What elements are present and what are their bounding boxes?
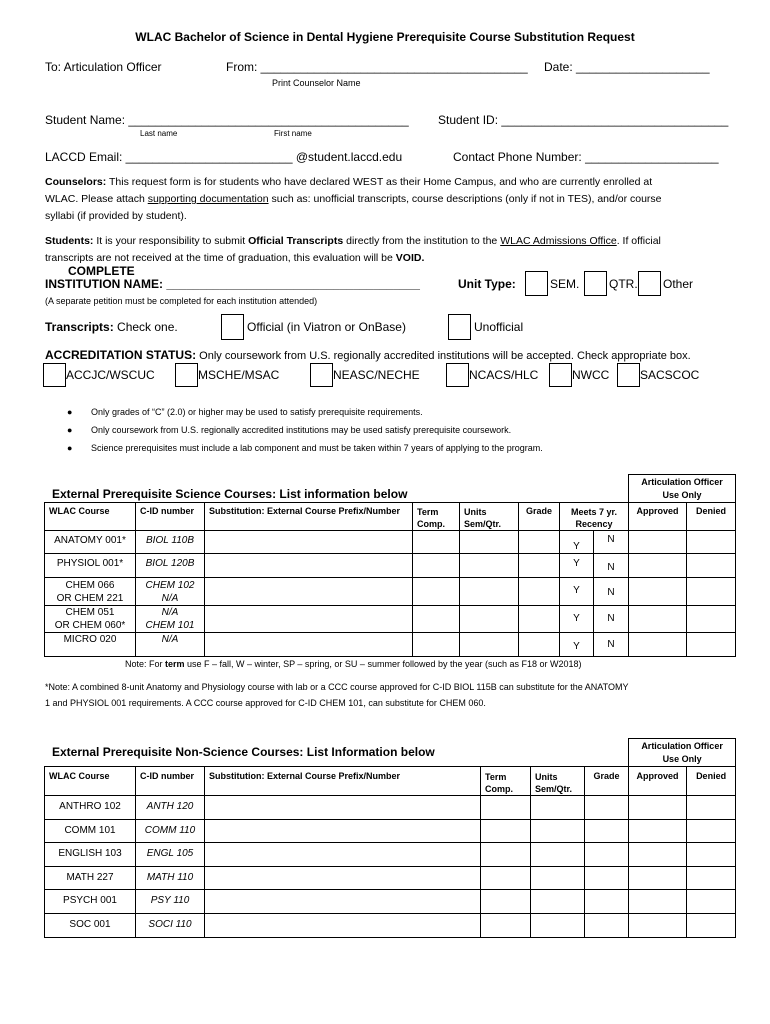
grade-cell[interactable] bbox=[585, 843, 629, 867]
asterisk-note-line: *Note: A combined 8-unit Anatomy and Physiology course with lab or a CCC course approved for C-ID BIOL 115B can substitute for the ANATOMY bbox=[45, 682, 629, 692]
wlac-course-cell: ENGLISH 103 bbox=[45, 843, 136, 867]
official-transcripts-text: Official Transcripts bbox=[248, 235, 344, 247]
recency-no[interactable]: N bbox=[594, 578, 629, 606]
units-cell[interactable] bbox=[460, 633, 519, 657]
first-name-caption: First name bbox=[274, 129, 312, 138]
complete-label: COMPLETE bbox=[68, 264, 135, 278]
approved-cell[interactable] bbox=[629, 633, 687, 657]
cid-cell: PSY 110 bbox=[136, 890, 205, 914]
recency-no[interactable]: N bbox=[594, 633, 629, 657]
grade-cell[interactable] bbox=[585, 914, 629, 938]
transcripts-label: Transcripts: bbox=[45, 320, 114, 334]
approved-cell[interactable] bbox=[629, 531, 687, 554]
header-line: Meets 7 yr. bbox=[570, 507, 618, 517]
term-cell[interactable] bbox=[481, 843, 531, 867]
table-row bbox=[45, 531, 736, 554]
neasc-label: NEASC/NECHE bbox=[333, 368, 420, 382]
ao-header-line: Use Only bbox=[662, 754, 702, 764]
denied-cell[interactable] bbox=[687, 890, 736, 914]
phone-field[interactable]: Contact Phone Number: ____________________ bbox=[453, 150, 719, 164]
approved-cell[interactable] bbox=[629, 578, 687, 606]
print-counselor-caption: Print Counselor Name bbox=[272, 78, 361, 88]
ao-header-line: Use Only bbox=[662, 490, 702, 500]
term-cell[interactable] bbox=[481, 820, 531, 843]
other-label: Other bbox=[663, 277, 694, 291]
counselors-text: such as: unofficial transcripts, course descriptions (only if not in TES), and/or course bbox=[268, 193, 662, 205]
email-field[interactable]: LACCD Email: _________________________ @student.laccd.edu bbox=[45, 150, 403, 164]
last-name-caption: Last name bbox=[140, 129, 178, 138]
ncacs-checkbox[interactable] bbox=[446, 363, 469, 387]
official-transcript-checkbox[interactable] bbox=[221, 314, 244, 340]
accreditation-row bbox=[45, 348, 691, 362]
asterisk-note-line: 1 and PHYSIOL 001 requirements. A CCC course approved for C-ID CHEM 101, can substitute for CHEM 060. bbox=[45, 698, 486, 708]
denied-cell[interactable] bbox=[687, 843, 736, 867]
substitution-cell[interactable] bbox=[205, 867, 481, 890]
accreditation-text: Only coursework from U.S. regionally accredited institutions will be accepted. Check appropriate box. bbox=[196, 350, 691, 362]
msche-label: MSCHE/MSAC bbox=[198, 368, 280, 382]
col-header-cid: C-ID number bbox=[136, 503, 205, 531]
other-checkbox[interactable] bbox=[638, 271, 661, 296]
grade-cell[interactable] bbox=[585, 796, 629, 820]
recency-yes[interactable]: Y bbox=[560, 578, 594, 606]
students-text: It is your responsibility to submit bbox=[93, 235, 249, 247]
students-text: . If official bbox=[616, 235, 661, 247]
units-cell[interactable] bbox=[531, 890, 585, 914]
table-row bbox=[45, 796, 736, 820]
substitution-cell[interactable] bbox=[205, 843, 481, 867]
cid-cell bbox=[136, 606, 205, 633]
table-row bbox=[45, 820, 736, 843]
units-cell[interactable] bbox=[531, 867, 585, 890]
denied-cell[interactable] bbox=[687, 633, 736, 657]
col-header-substitution: Substitution: External Course Prefix/Number bbox=[205, 767, 481, 796]
wlac-course-cell: MATH 227 bbox=[45, 867, 136, 890]
denied-cell[interactable] bbox=[687, 531, 736, 554]
header-line: Comp. bbox=[417, 519, 445, 529]
recency-yes[interactable]: Y bbox=[560, 531, 594, 554]
science-ao-header bbox=[629, 475, 736, 503]
term-cell[interactable] bbox=[481, 796, 531, 820]
col-header-wlac: WLAC Course bbox=[45, 503, 136, 531]
nonscience-courses-table bbox=[44, 738, 736, 938]
counselors-text: This request form is for students who have declared WEST as their Home Campus, and who are currently enrolled at bbox=[106, 176, 653, 188]
units-cell[interactable] bbox=[531, 914, 585, 938]
bullet-item: Only grades of “C” (2.0) or higher may be used to satisfy prerequisite requirements. bbox=[91, 407, 423, 417]
col-header-grade: Grade bbox=[585, 767, 629, 796]
approved-cell[interactable] bbox=[629, 914, 687, 938]
col-header-term bbox=[413, 503, 460, 531]
unit-type-label: Unit Type: bbox=[458, 277, 516, 291]
ao-header-line: Articulation Officer bbox=[641, 741, 723, 751]
term-cell[interactable] bbox=[413, 633, 460, 657]
sem-label: SEM. bbox=[550, 277, 580, 291]
term-cell[interactable] bbox=[481, 890, 531, 914]
transcripts-row bbox=[45, 320, 178, 334]
units-cell[interactable] bbox=[531, 820, 585, 843]
cid-line: CHEM 101 bbox=[145, 620, 195, 631]
col-header-approved: Approved bbox=[629, 767, 687, 796]
official-transcript-label: Official (in Viatron or OnBase) bbox=[247, 320, 406, 334]
table-row bbox=[45, 606, 736, 633]
science-courses-table bbox=[44, 474, 736, 657]
table-row bbox=[45, 914, 736, 938]
grade-cell[interactable] bbox=[519, 531, 560, 554]
course-line: OR CHEM 221 bbox=[56, 593, 124, 604]
denied-cell[interactable] bbox=[687, 606, 736, 633]
wlac-course-cell: PHYSIOL 001* bbox=[45, 554, 136, 578]
units-cell[interactable] bbox=[531, 843, 585, 867]
header-line: Term bbox=[485, 772, 507, 782]
unofficial-transcript-checkbox[interactable] bbox=[448, 314, 471, 340]
page-title: WLAC Bachelor of Science in Dental Hygiene Prerequisite Course Substitution Request bbox=[135, 30, 635, 44]
units-cell[interactable] bbox=[460, 554, 519, 578]
denied-cell[interactable] bbox=[687, 578, 736, 606]
counselors-paragraph bbox=[45, 174, 735, 225]
recency-yes[interactable]: Y bbox=[560, 554, 594, 578]
cid-line: CHEM 102 bbox=[145, 580, 195, 591]
cid-line: N/A bbox=[161, 607, 179, 618]
institution-name-field[interactable]: INSTITUTION NAME: ______________________________________ bbox=[45, 277, 420, 291]
bullet-icon: ● bbox=[67, 407, 73, 417]
students-text: directly from the institution to the bbox=[343, 235, 501, 247]
sacscoc-checkbox[interactable] bbox=[617, 363, 640, 387]
to-line: To: Articulation Officer bbox=[45, 60, 162, 74]
nonscience-ao-header bbox=[629, 739, 736, 767]
date-field[interactable]: Date: ____________________ bbox=[544, 60, 710, 74]
grade-cell[interactable] bbox=[585, 867, 629, 890]
accjc-label: ACCJC/WSCUC bbox=[66, 368, 155, 382]
substitution-cell[interactable] bbox=[205, 531, 413, 554]
col-header-units bbox=[531, 767, 585, 796]
cid-cell bbox=[136, 578, 205, 606]
nwcc-checkbox[interactable] bbox=[549, 363, 572, 387]
units-cell[interactable] bbox=[460, 578, 519, 606]
col-header-denied: Denied bbox=[687, 503, 736, 531]
units-cell[interactable] bbox=[460, 531, 519, 554]
sacscoc-label: SACSCOC bbox=[640, 368, 700, 382]
bullet-item: Science prerequisites must include a lab component and must be taken within 7 years of applying to the program. bbox=[91, 443, 543, 453]
cid-cell: BIOL 120B bbox=[136, 554, 205, 578]
term-cell[interactable] bbox=[413, 531, 460, 554]
course-line: CHEM 066 bbox=[65, 580, 115, 591]
header-line: Units bbox=[535, 772, 558, 782]
supporting-documentation-link[interactable]: supporting documentation bbox=[147, 193, 269, 205]
note-text: Note: For bbox=[125, 659, 166, 669]
approved-cell[interactable] bbox=[629, 867, 687, 890]
header-line: Term bbox=[417, 507, 439, 517]
institution-note: (A separate petition must be completed for each institution attended) bbox=[45, 296, 318, 306]
col-header-term bbox=[481, 767, 531, 796]
nonscience-heading-spacer bbox=[45, 739, 629, 767]
substitution-cell[interactable] bbox=[205, 554, 413, 578]
void-text: VOID. bbox=[395, 252, 425, 264]
header-line: Units bbox=[464, 507, 487, 517]
table-row bbox=[45, 867, 736, 890]
approved-cell[interactable] bbox=[629, 554, 687, 578]
student-name-field[interactable]: Student Name: __________________________________________ bbox=[45, 113, 409, 127]
substitution-cell[interactable] bbox=[205, 578, 413, 606]
term-cell[interactable] bbox=[481, 914, 531, 938]
term-cell[interactable] bbox=[413, 578, 460, 606]
wlac-course-cell: PSYCH 001 bbox=[45, 890, 136, 914]
wlac-course-cell: COMM 101 bbox=[45, 820, 136, 843]
counselors-label: Counselors: bbox=[45, 176, 107, 188]
cid-cell: SOCI 110 bbox=[136, 914, 205, 938]
approved-cell[interactable] bbox=[629, 843, 687, 867]
cid-cell: ENGL 105 bbox=[136, 843, 205, 867]
denied-cell[interactable] bbox=[687, 914, 736, 938]
col-header-units bbox=[460, 503, 519, 531]
unofficial-transcript-label: Unofficial bbox=[474, 320, 524, 334]
denied-cell[interactable] bbox=[687, 820, 736, 843]
cid-cell: COMM 110 bbox=[136, 820, 205, 843]
students-label: Students: bbox=[45, 235, 94, 247]
grade-cell[interactable] bbox=[519, 633, 560, 657]
wlac-course-cell: ANATOMY 001* bbox=[45, 531, 136, 554]
col-header-denied: Denied bbox=[687, 767, 736, 796]
bullet-icon: ● bbox=[67, 443, 73, 453]
header-line: Sem/Qtr. bbox=[464, 519, 502, 529]
recency-yes[interactable]: Y bbox=[560, 633, 594, 657]
grade-cell[interactable] bbox=[585, 890, 629, 914]
units-cell[interactable] bbox=[460, 606, 519, 633]
note-term: term bbox=[165, 659, 185, 669]
approved-cell[interactable] bbox=[629, 890, 687, 914]
science-heading-spacer bbox=[45, 475, 629, 503]
substitution-cell[interactable] bbox=[205, 606, 413, 633]
qtr-checkbox[interactable] bbox=[584, 271, 607, 296]
ao-header-line: Articulation Officer bbox=[641, 477, 723, 487]
term-cell[interactable] bbox=[413, 606, 460, 633]
note-text: use F – fall, W – winter, SP – spring, or SU – summer followed by the year (such as F18 or W2018) bbox=[184, 659, 582, 669]
counselors-text: WLAC. Please attach bbox=[45, 193, 148, 205]
counselors-text: syllabi (if provided by student). bbox=[45, 210, 187, 222]
term-cell[interactable] bbox=[481, 867, 531, 890]
substitution-cell[interactable] bbox=[205, 633, 413, 657]
col-header-approved: Approved bbox=[629, 503, 687, 531]
wlac-course-cell: ANTHRO 102 bbox=[45, 796, 136, 820]
col-header-grade: Grade bbox=[519, 503, 560, 531]
header-line: Sem/Qtr. bbox=[535, 784, 573, 794]
recency-no[interactable]: N bbox=[594, 606, 629, 633]
term-cell[interactable] bbox=[413, 554, 460, 578]
wlac-course-cell: MICRO 020 bbox=[45, 633, 136, 657]
term-note bbox=[125, 659, 582, 669]
grade-cell[interactable] bbox=[519, 606, 560, 633]
denied-cell[interactable] bbox=[687, 554, 736, 578]
accreditation-label: ACCREDITATION STATUS: bbox=[45, 348, 197, 362]
bullet-icon: ● bbox=[67, 425, 73, 435]
qtr-label: QTR. bbox=[609, 277, 638, 291]
header-line: Comp. bbox=[485, 784, 513, 794]
nwcc-label: NWCC bbox=[572, 368, 610, 382]
col-header-cid: C-ID number bbox=[136, 767, 205, 796]
cid-cell: MATH 110 bbox=[136, 867, 205, 890]
grade-cell[interactable] bbox=[519, 554, 560, 578]
substitution-cell[interactable] bbox=[205, 914, 481, 938]
science-heading: External Prerequisite Science Courses: List information below bbox=[52, 487, 408, 501]
substitution-cell[interactable] bbox=[205, 796, 481, 820]
cid-cell: N/A bbox=[136, 633, 205, 657]
course-line: OR CHEM 060* bbox=[54, 620, 126, 631]
col-header-substitution: Substitution: External Course Prefix/Number bbox=[205, 503, 413, 531]
check-one-text: Check one. bbox=[113, 320, 178, 334]
substitution-cell[interactable] bbox=[205, 890, 481, 914]
col-header-meets bbox=[560, 503, 629, 531]
wlac-course-cell bbox=[45, 578, 136, 606]
header-line: Recency bbox=[575, 519, 613, 529]
recency-yes[interactable]: Y bbox=[560, 606, 594, 633]
cid-cell: ANTH 120 bbox=[136, 796, 205, 820]
table-row bbox=[45, 633, 736, 657]
recency-no[interactable]: N bbox=[594, 531, 629, 554]
msche-checkbox[interactable] bbox=[175, 363, 198, 387]
course-line: CHEM 051 bbox=[65, 607, 115, 618]
recency-no[interactable]: N bbox=[594, 554, 629, 578]
neasc-checkbox[interactable] bbox=[310, 363, 333, 387]
students-paragraph bbox=[45, 233, 735, 267]
table-row bbox=[45, 578, 736, 606]
approved-cell[interactable] bbox=[629, 796, 687, 820]
sem-checkbox[interactable] bbox=[525, 271, 548, 296]
substitution-cell[interactable] bbox=[205, 820, 481, 843]
students-text: transcripts are not received at the time of graduation, this evaluation will be bbox=[45, 252, 396, 264]
approved-cell[interactable] bbox=[629, 606, 687, 633]
accjc-checkbox[interactable] bbox=[43, 363, 66, 387]
from-field[interactable]: From: ________________________________________ bbox=[226, 60, 528, 74]
student-id-field[interactable]: Student ID: __________________________________ bbox=[438, 113, 729, 127]
cid-cell: BIOL 110B bbox=[136, 531, 205, 554]
ncacs-label: NCACS/HLC bbox=[469, 368, 539, 382]
denied-cell[interactable] bbox=[687, 796, 736, 820]
grade-cell[interactable] bbox=[519, 578, 560, 606]
wlac-course-cell bbox=[45, 606, 136, 633]
col-header-wlac: WLAC Course bbox=[45, 767, 136, 796]
nonscience-heading: External Prerequisite Non-Science Courses: List Information below bbox=[52, 745, 435, 759]
cid-line: N/A bbox=[161, 593, 179, 604]
admissions-office-link[interactable]: WLAC Admissions Office bbox=[500, 235, 617, 247]
units-cell[interactable] bbox=[531, 796, 585, 820]
grade-cell[interactable] bbox=[585, 820, 629, 843]
bullet-item: Only coursework from U.S. regionally accredited institutions may be used satisfy prerequisite coursework. bbox=[91, 425, 512, 435]
wlac-course-cell: SOC 001 bbox=[45, 914, 136, 938]
table-row bbox=[45, 843, 736, 867]
table-row bbox=[45, 890, 736, 914]
table-row bbox=[45, 554, 736, 578]
approved-cell[interactable] bbox=[629, 820, 687, 843]
denied-cell[interactable] bbox=[687, 867, 736, 890]
